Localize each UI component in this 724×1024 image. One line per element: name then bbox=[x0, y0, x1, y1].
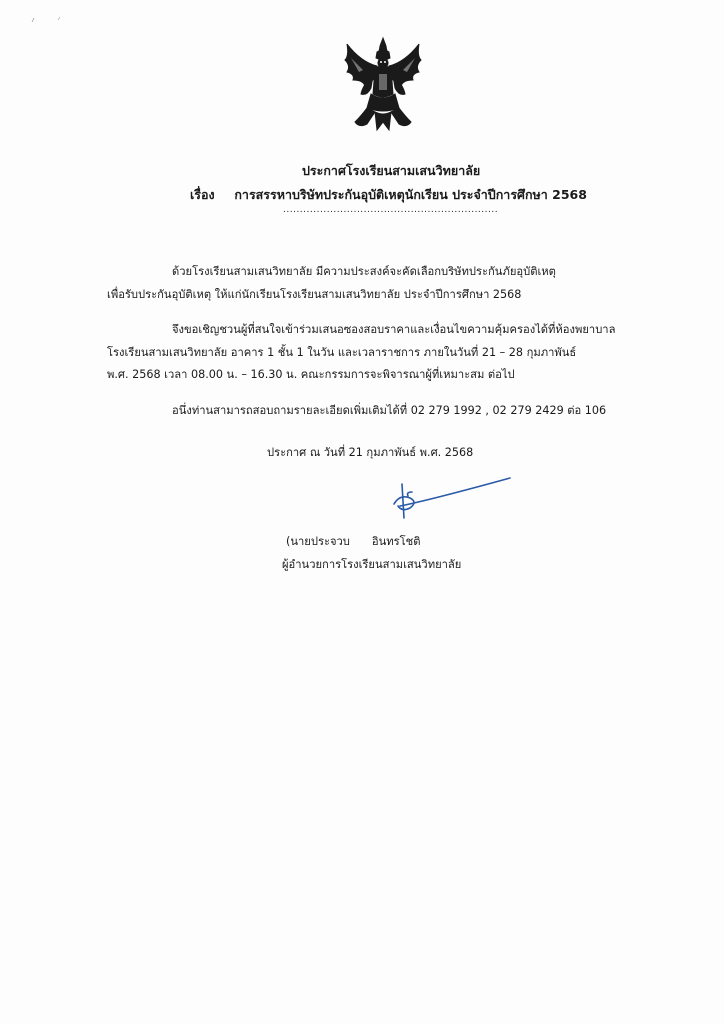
paragraph-contact bbox=[107, 400, 687, 423]
signer-title: ผู้อำนวยการโรงเรียนสามเสนวิทยาลัย bbox=[282, 558, 462, 571]
subject-text: การสรรหาบริษัทประกันอุบัติเหตุนักเรียน ประจำปีการศึกษา 2568 bbox=[234, 187, 587, 202]
signer-last-name: อินทรโชติ bbox=[371, 535, 421, 548]
paragraph-line: ด้วยโรงเรียนสามเสนวิทยาลัย มีความประสงค์จะคัดเลือกบริษัทประกันภัยอุบัติเหตุ bbox=[172, 265, 556, 278]
announcement-title: ประกาศโรงเรียนสามเสนวิทยาลัย bbox=[302, 163, 481, 178]
paragraph-line: พ.ศ. 2568 เวลา 08.00 น. – 16.30 น. คณะกรรมการจะพิจารณาผู้ที่เหมาะสม ต่อไป bbox=[107, 368, 515, 381]
signer-first-name: (นายประจวบ bbox=[286, 535, 350, 548]
paragraph-line: อนึ่งท่านสามารถสอบถามรายละเอียดเพิ่มเติมได้ที่ 02 279 1992 , 02 279 2429 ต่อ 106 bbox=[172, 404, 607, 417]
paragraph-invitation bbox=[107, 319, 687, 387]
garuda-emblem-icon bbox=[333, 36, 433, 136]
subject-label: เรื่อง bbox=[190, 187, 215, 202]
announcement-date: ประกาศ ณ วันที่ 21 กุมภาพันธ์ พ.ศ. 2568 bbox=[267, 446, 474, 459]
paragraph-line: จึงขอเชิญชวนผู้ที่สนใจเข้าร่วมเสนอซองสอบราคาและเงื่อนไขความคุ้มครองได้ที่ห้องพยาบาล bbox=[172, 323, 616, 336]
scan-mark-icon bbox=[30, 14, 70, 26]
paragraph-line: โรงเรียนสามเสนวิทยาลัย อาคาร 1 ชั้น 1 ในวัน และเวลาราชการ ภายในวันที่ 21 – 28 กุมภาพันธ์ bbox=[107, 345, 577, 359]
signer-name bbox=[286, 532, 421, 550]
paragraph-intro bbox=[107, 261, 687, 306]
paragraph-line: เพื่อรับประกันอุบัติเหตุ ให้แก่นักเรียนโรงเรียนสามเสนวิทยาลัย ประจำปีการศึกษา 2568 bbox=[107, 287, 522, 301]
announcement-subject bbox=[190, 185, 724, 205]
signature-icon bbox=[390, 470, 520, 530]
dotted-separator: ................................................................ bbox=[283, 205, 499, 215]
